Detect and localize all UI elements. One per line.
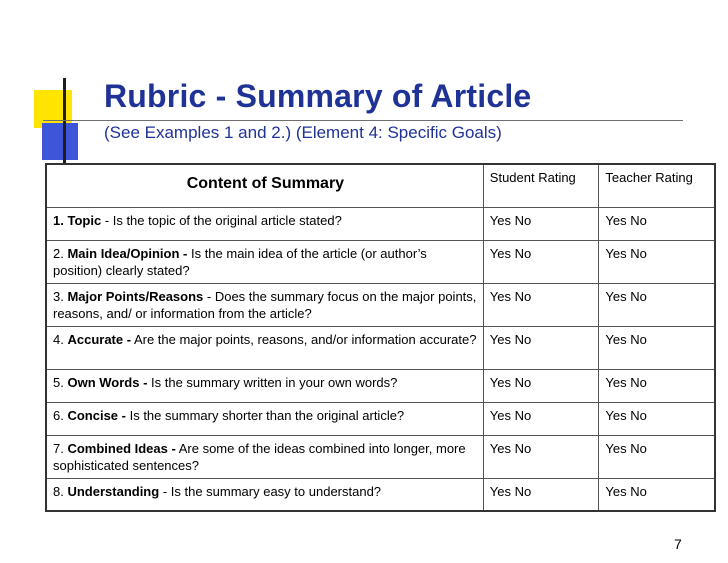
table-header-row (46, 164, 715, 207)
decorative-vertical-line (63, 78, 66, 164)
table-row (46, 207, 715, 240)
student-rating-cell[interactable]: Yes No (483, 402, 599, 435)
criterion-description: - Is the summary easy to understand? (159, 483, 382, 499)
decorative-blue-square (42, 123, 78, 160)
criterion-description: Is the summary written in your own words? (147, 374, 398, 390)
criterion-cell (46, 369, 483, 402)
student-rating-cell[interactable]: Yes No (483, 478, 599, 511)
criterion-number: 2. (53, 245, 68, 261)
table-row (46, 435, 715, 478)
student-rating-cell[interactable]: Yes No (483, 369, 599, 402)
criterion-number: 7. (53, 440, 68, 456)
table-row (46, 478, 715, 511)
page-number: 7 (674, 536, 682, 552)
criterion-number: 5. (53, 374, 68, 390)
header-teacher-rating: Teacher Rating (599, 164, 715, 207)
criterion-number: 6. (53, 407, 68, 423)
teacher-rating-cell[interactable]: Yes No (599, 240, 715, 283)
criterion-number: 8. (53, 483, 68, 499)
table-row (46, 402, 715, 435)
criterion-cell (46, 207, 483, 240)
criterion-cell (46, 402, 483, 435)
student-rating-cell[interactable]: Yes No (483, 283, 599, 326)
criterion-description: - Does the summary focus on the major points, reasons, and/ or information from the article? (53, 288, 477, 321)
criterion-term: Major Points/Reasons (67, 288, 204, 304)
criterion-description: Is the summary shorter than the original article? (125, 407, 405, 423)
rubric-table (45, 163, 716, 512)
teacher-rating-cell[interactable]: Yes No (599, 369, 715, 402)
criterion-term: Combined Ideas - (67, 440, 176, 456)
criterion-description: - Is the topic of the original article stated? (101, 212, 342, 228)
table-row (46, 240, 715, 283)
slide-subtitle: (See Examples 1 and 2.) (Element 4: Specific Goals) (104, 123, 502, 142)
decorative-horizontal-line (43, 120, 683, 121)
student-rating-cell[interactable]: Yes No (483, 435, 599, 478)
criterion-term: Topic (67, 212, 102, 228)
teacher-rating-cell[interactable]: Yes No (599, 402, 715, 435)
criterion-cell (46, 435, 483, 478)
teacher-rating-cell[interactable]: Yes No (599, 435, 715, 478)
criterion-description: Is the main idea of the article (or author’s position) clearly stated? (53, 245, 427, 278)
criterion-term: Accurate - (67, 331, 132, 347)
teacher-rating-cell[interactable]: Yes No (599, 326, 715, 369)
table-row (46, 326, 715, 369)
header-content-of-summary: Content of Summary (46, 164, 483, 207)
criterion-number: 1. (53, 212, 68, 228)
slide-title: Rubric - Summary of Article (104, 78, 532, 114)
criterion-term: Main Idea/Opinion - (67, 245, 191, 261)
criterion-term: Understanding (67, 483, 160, 499)
teacher-rating-cell[interactable]: Yes No (599, 283, 715, 326)
criterion-cell (46, 240, 483, 283)
criterion-number: 3. (53, 288, 68, 304)
criterion-term: Concise - (67, 407, 126, 423)
teacher-rating-cell[interactable]: Yes No (599, 207, 715, 240)
criterion-term: Own Words - (67, 374, 148, 390)
header-student-rating: Student Rating (483, 164, 599, 207)
criterion-description: Are some of the ideas combined into longer, more sophisticated sentences? (53, 440, 466, 473)
student-rating-cell[interactable]: Yes No (483, 240, 599, 283)
student-rating-cell[interactable]: Yes No (483, 207, 599, 240)
table-row (46, 369, 715, 402)
teacher-rating-cell[interactable]: Yes No (599, 478, 715, 511)
table-row (46, 283, 715, 326)
criterion-cell (46, 326, 483, 369)
criterion-number: 4. (53, 331, 68, 347)
student-rating-cell[interactable]: Yes No (483, 326, 599, 369)
criterion-description: Are the major points, reasons, and/or information accurate? (131, 331, 477, 347)
criterion-cell (46, 478, 483, 511)
criterion-cell (46, 283, 483, 326)
